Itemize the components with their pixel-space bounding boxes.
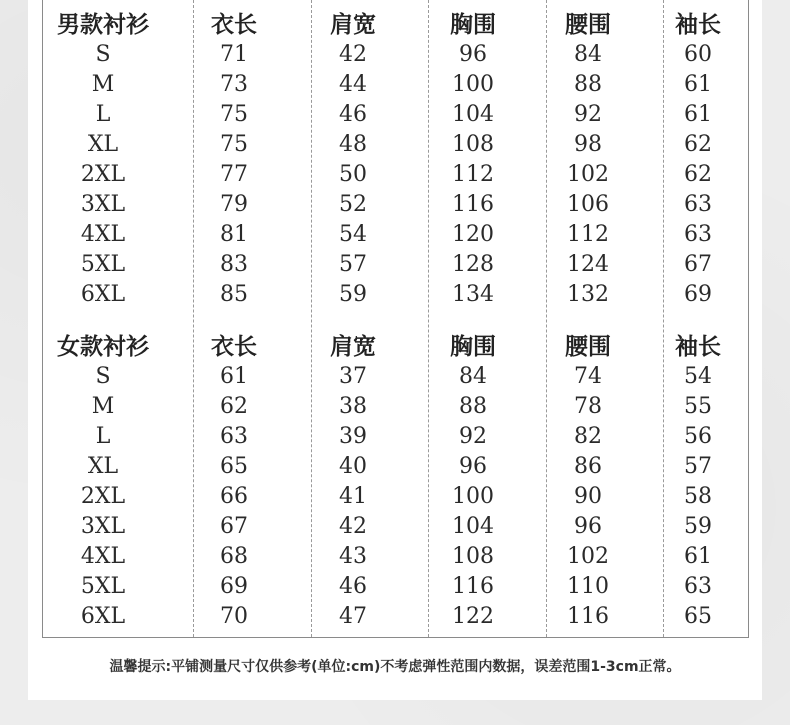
size-chart-card (28, 0, 762, 700)
measurement-cell: 96 (459, 454, 487, 479)
size-label-cell: 5XL (80, 252, 126, 277)
measurement-cell: 74 (574, 364, 602, 389)
measurement-cell: 54 (684, 364, 712, 389)
measurement-cell: 98 (574, 132, 602, 157)
measurement-cell: 54 (339, 222, 367, 247)
measurement-cell: 104 (452, 102, 494, 127)
measurement-cell: 71 (220, 42, 248, 67)
size-label-cell: M (91, 72, 115, 97)
header-cell: 胸围 (450, 11, 496, 38)
header-cell: 袖长 (675, 11, 721, 38)
table-header-row (43, 332, 748, 362)
measurement-cell: 55 (684, 394, 712, 419)
measurement-cell: 84 (459, 364, 487, 389)
measurement-cell: 81 (220, 222, 248, 247)
measurement-cell: 61 (684, 544, 712, 569)
table-row (43, 280, 748, 310)
size-label-cell: S (95, 42, 111, 67)
table-row (43, 422, 748, 452)
measurement-cell: 37 (339, 364, 367, 389)
measurement-cell: 61 (684, 72, 712, 97)
size-label-cell: S (95, 364, 111, 389)
measurement-cell: 62 (220, 394, 248, 419)
header-cell: 男款衬衫 (57, 11, 149, 38)
table-header-row (43, 10, 748, 40)
measurement-cell: 58 (684, 484, 712, 509)
size-label-cell: 4XL (80, 544, 126, 569)
table-row (43, 572, 748, 602)
measurement-cell: 100 (452, 72, 494, 97)
measurement-cell: 67 (220, 514, 248, 539)
measurement-cell: 47 (339, 604, 367, 629)
size-label-cell: M (91, 394, 115, 419)
measurement-cell: 104 (452, 514, 494, 539)
measurement-cell: 43 (339, 544, 367, 569)
table-row (43, 602, 748, 632)
measurement-cell: 102 (567, 544, 609, 569)
measurement-cell: 69 (684, 282, 712, 307)
header-cell: 女款衬衫 (57, 333, 149, 360)
measurement-cell: 46 (339, 102, 367, 127)
table-row (43, 220, 748, 250)
measurement-cell: 108 (452, 132, 494, 157)
size-label-cell: 2XL (80, 162, 126, 187)
measurement-cell: 63 (684, 192, 712, 217)
measurement-cell: 124 (567, 252, 609, 277)
measurement-cell: 84 (574, 42, 602, 67)
measurement-cell: 57 (339, 252, 367, 277)
measurement-cell: 85 (220, 282, 248, 307)
measurement-cell: 128 (452, 252, 494, 277)
table-row (43, 542, 748, 572)
table-row (43, 392, 748, 422)
measurement-cell: 38 (339, 394, 367, 419)
measurement-cell: 122 (452, 604, 494, 629)
measurement-cell: 56 (684, 424, 712, 449)
measurement-cell: 42 (339, 514, 367, 539)
table-row (43, 70, 748, 100)
header-cell: 袖长 (675, 333, 721, 360)
measurement-cell: 40 (339, 454, 367, 479)
measurement-cell: 116 (452, 574, 494, 599)
table-row (43, 512, 748, 542)
measurement-cell: 100 (452, 484, 494, 509)
size-label-cell: 6XL (80, 604, 126, 629)
header-cell: 腰围 (565, 333, 611, 360)
measurement-cell: 69 (220, 574, 248, 599)
measurement-cell: 116 (452, 192, 494, 217)
measurement-cell: 102 (567, 162, 609, 187)
measurement-cell: 96 (574, 514, 602, 539)
measurement-cell: 73 (220, 72, 248, 97)
measurement-cell: 90 (574, 484, 602, 509)
measurement-cell: 61 (684, 102, 712, 127)
measurement-cell: 62 (684, 132, 712, 157)
table-row (43, 362, 748, 392)
size-label-cell: L (95, 102, 111, 127)
measurement-cell: 50 (339, 162, 367, 187)
measurement-cell: 106 (567, 192, 609, 217)
measurement-cell: 46 (339, 574, 367, 599)
measurement-cell: 86 (574, 454, 602, 479)
table-row (43, 130, 748, 160)
header-cell: 胸围 (450, 333, 496, 360)
measurement-cell: 66 (220, 484, 248, 509)
measurement-cell: 67 (684, 252, 712, 277)
table-row (43, 160, 748, 190)
measurement-cell: 110 (567, 574, 609, 599)
measurement-note: 温馨提示:平铺测量尺寸仅供参考(单位:cm)不考虑弹性范围内数据，误差范围1-3cm正常。 (109, 659, 681, 675)
table-row (43, 250, 748, 280)
measurement-cell: 59 (684, 514, 712, 539)
measurement-cell: 63 (220, 424, 248, 449)
measurement-cell: 83 (220, 252, 248, 277)
measurement-cell: 39 (339, 424, 367, 449)
measurement-cell: 61 (220, 364, 248, 389)
header-cell: 衣长 (211, 11, 257, 38)
measurement-cell: 41 (339, 484, 367, 509)
size-label-cell: XL (87, 132, 119, 157)
measurement-cell: 88 (459, 394, 487, 419)
measurement-cell: 63 (684, 574, 712, 599)
measurement-cell: 79 (220, 192, 248, 217)
measurement-cell: 44 (339, 72, 367, 97)
measurement-cell: 92 (574, 102, 602, 127)
table-row (43, 100, 748, 130)
measurement-cell: 92 (459, 424, 487, 449)
measurement-cell: 59 (339, 282, 367, 307)
header-cell: 肩宽 (330, 333, 376, 360)
measurement-cell: 108 (452, 544, 494, 569)
table-row (43, 452, 748, 482)
measurement-cell: 88 (574, 72, 602, 97)
measurement-cell: 116 (567, 604, 609, 629)
measurement-cell: 82 (574, 424, 602, 449)
measurement-cell: 57 (684, 454, 712, 479)
size-label-cell: 3XL (80, 192, 126, 217)
measurement-cell: 78 (574, 394, 602, 419)
measurement-cell: 48 (339, 132, 367, 157)
size-label-cell: 4XL (80, 222, 126, 247)
size-label-cell: 5XL (80, 574, 126, 599)
measurement-cell: 60 (684, 42, 712, 67)
size-label-cell: L (95, 424, 111, 449)
size-table-frame (42, 0, 749, 638)
measurement-cell: 70 (220, 604, 248, 629)
measurement-cell: 65 (684, 604, 712, 629)
measurement-cell: 63 (684, 222, 712, 247)
header-cell: 肩宽 (330, 11, 376, 38)
measurement-cell: 96 (459, 42, 487, 67)
measurement-cell: 112 (567, 222, 609, 247)
table-row (43, 40, 748, 70)
measurement-cell: 52 (339, 192, 367, 217)
header-cell: 衣长 (211, 333, 257, 360)
measurement-cell: 68 (220, 544, 248, 569)
measurement-cell: 132 (567, 282, 609, 307)
measurement-cell: 42 (339, 42, 367, 67)
table-row (43, 482, 748, 512)
measurement-cell: 112 (452, 162, 494, 187)
measurement-cell: 120 (452, 222, 494, 247)
size-label-cell: 2XL (80, 484, 126, 509)
measurement-cell: 62 (684, 162, 712, 187)
measurement-cell: 75 (220, 102, 248, 127)
header-cell: 腰围 (565, 11, 611, 38)
table-row (43, 190, 748, 220)
measurement-cell: 77 (220, 162, 248, 187)
size-label-cell: XL (87, 454, 119, 479)
measurement-cell: 65 (220, 454, 248, 479)
measurement-cell: 75 (220, 132, 248, 157)
size-label-cell: 6XL (80, 282, 126, 307)
measurement-cell: 134 (452, 282, 494, 307)
size-label-cell: 3XL (80, 514, 126, 539)
